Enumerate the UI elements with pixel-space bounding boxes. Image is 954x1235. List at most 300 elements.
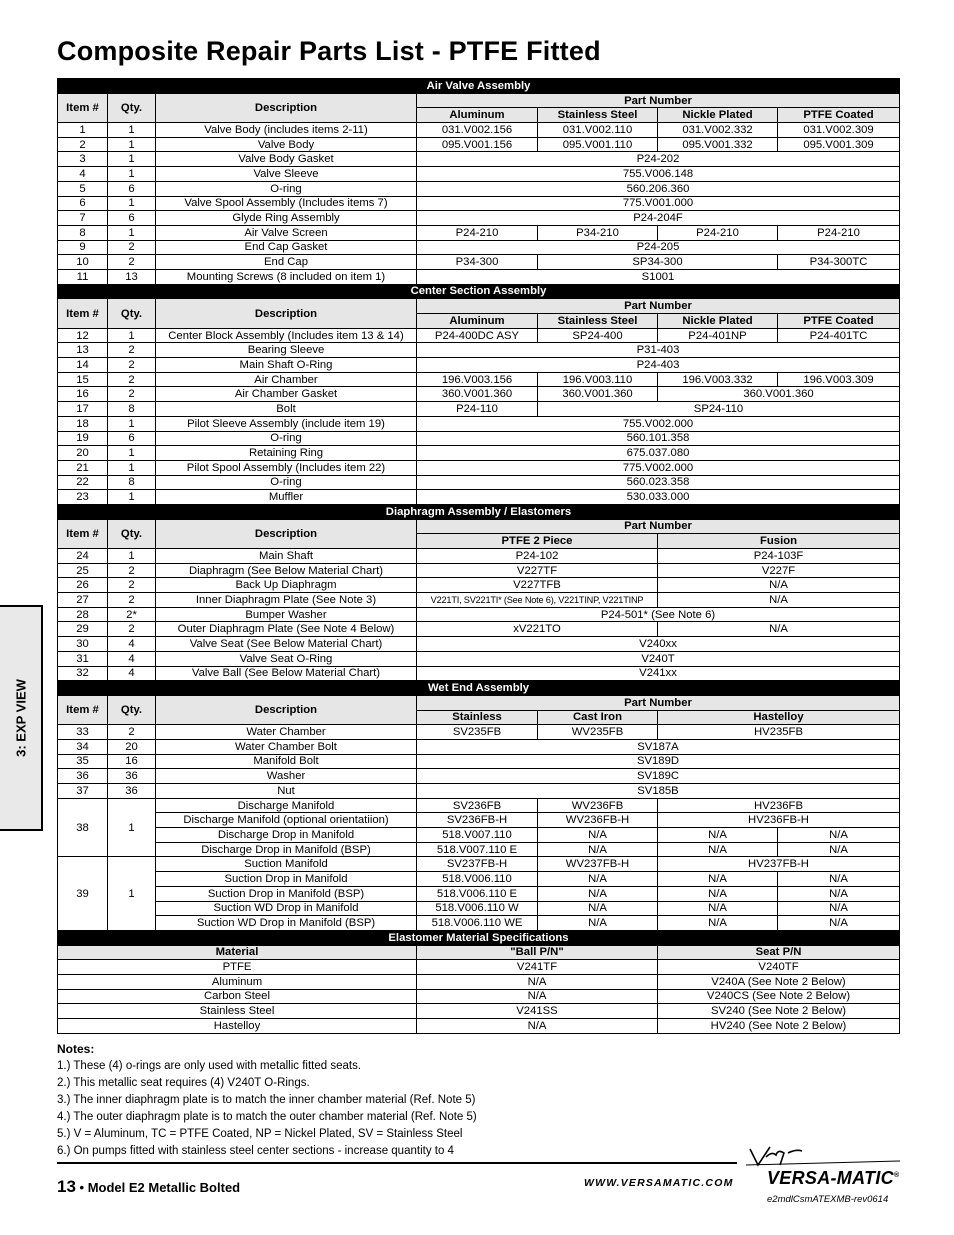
part-number: HV236FB-H	[658, 813, 900, 828]
material: PTFE	[58, 960, 417, 975]
header-fusion: Fusion	[658, 534, 900, 549]
material: Stainless Steel	[58, 1004, 417, 1019]
description: Valve Body	[156, 137, 417, 152]
part-number: P31-403	[417, 343, 900, 358]
table-row	[58, 255, 900, 270]
part-number: SV185B	[417, 784, 900, 799]
seat-part-number: V240CS (See Note 2 Below)	[658, 989, 900, 1004]
table-row	[58, 813, 900, 828]
header-ball: "Ball P/N"	[417, 945, 658, 960]
part-number: V227F	[658, 563, 900, 578]
quantity: 1	[108, 490, 156, 505]
part-number: HV237FB-H	[658, 857, 900, 872]
part-number: 518.V006.110 W	[417, 901, 538, 916]
note-item: 4.) The outer diaphragm plate is to match the outer chamber material (Ref. Note 5)	[57, 1111, 477, 1123]
part-number: 755.V006.148	[417, 167, 900, 182]
description: O-ring	[156, 475, 417, 490]
part-number: V241xx	[417, 666, 900, 681]
notes	[57, 1041, 477, 1160]
note-item: 6.) On pumps fitted with stainless steel center sections - increase quantity to 4	[57, 1145, 454, 1157]
part-number: N/A	[538, 901, 658, 916]
table-row	[58, 196, 900, 211]
header-material: Material	[58, 945, 417, 960]
table-row	[58, 916, 900, 931]
quantity: 2	[108, 563, 156, 578]
header-qty: Qty.	[108, 93, 156, 122]
header-row	[58, 945, 900, 960]
part-number: 560.023.358	[417, 475, 900, 490]
header-description: Description	[156, 519, 417, 548]
item-number: 39	[58, 857, 108, 930]
part-number: SV236FB-H	[417, 813, 538, 828]
note-item: 3.) The inner diaphragm plate is to match the inner chamber material (Ref. Note 5)	[57, 1094, 476, 1106]
description: Valve Spool Assembly (Includes items 7)	[156, 196, 417, 211]
description: Back Up Diaphragm	[156, 578, 417, 593]
part-number: 031.V002.332	[658, 123, 778, 138]
header-item: Item #	[58, 519, 108, 548]
description: Main Shaft	[156, 549, 417, 564]
header-row	[58, 93, 900, 108]
item-number: 5	[58, 181, 108, 196]
item-number: 21	[58, 460, 108, 475]
description: Discharge Manifold	[156, 798, 417, 813]
model-name: • Model E2 Metallic Bolted	[75, 1180, 241, 1195]
ball-part-number: V241SS	[417, 1004, 658, 1019]
part-number: N/A	[538, 886, 658, 901]
table-row	[58, 387, 900, 402]
brand-logo	[767, 1168, 899, 1189]
header-part-number: Part Number	[417, 695, 900, 710]
item-number: 19	[58, 431, 108, 446]
table-row	[58, 666, 900, 681]
section-title: Air Valve Assembly	[58, 79, 900, 94]
part-number: P24-403	[417, 358, 900, 373]
page-number: 13	[57, 1177, 76, 1196]
part-number: N/A	[538, 842, 658, 857]
description: Air Chamber Gasket	[156, 387, 417, 402]
section-header-row	[58, 504, 900, 519]
description: Valve Sleeve	[156, 167, 417, 182]
item-number: 30	[58, 637, 108, 652]
quantity: 13	[108, 269, 156, 284]
table-row	[58, 167, 900, 182]
quantity: 2	[108, 578, 156, 593]
item-number: 27	[58, 593, 108, 608]
header-item: Item #	[58, 695, 108, 724]
part-number: 031.V002.309	[778, 123, 900, 138]
description: Suction WD Drop in Manifold	[156, 901, 417, 916]
page-footer	[57, 1177, 240, 1197]
part-number: S1001	[417, 269, 900, 284]
part-number: xV221TO	[417, 622, 658, 637]
part-number: N/A	[778, 828, 900, 843]
header-description: Description	[156, 695, 417, 724]
quantity: 6	[108, 211, 156, 226]
table-row	[58, 828, 900, 843]
quantity: 1	[108, 798, 156, 857]
table-row	[58, 225, 900, 240]
description: End Cap Gasket	[156, 240, 417, 255]
table-row	[58, 739, 900, 754]
table-row	[58, 607, 900, 622]
header-aluminum: Aluminum	[417, 108, 538, 123]
part-number: N/A	[778, 842, 900, 857]
description: Suction Manifold	[156, 857, 417, 872]
registered-mark: ®	[893, 1172, 900, 1179]
item-number: 33	[58, 725, 108, 740]
table-row	[58, 798, 900, 813]
description: Suction Drop in Manifold	[156, 872, 417, 887]
description: Center Block Assembly (Includes item 13 & 14)	[156, 328, 417, 343]
table-row	[58, 974, 900, 989]
part-number: 775.V001.000	[417, 196, 900, 211]
part-number: 560.101.358	[417, 431, 900, 446]
material: Carbon Steel	[58, 989, 417, 1004]
table-row	[58, 725, 900, 740]
table-row	[58, 181, 900, 196]
part-number: N/A	[778, 872, 900, 887]
item-number: 8	[58, 225, 108, 240]
item-number: 34	[58, 739, 108, 754]
table-row	[58, 549, 900, 564]
description: O-ring	[156, 431, 417, 446]
item-number: 22	[58, 475, 108, 490]
material: Aluminum	[58, 974, 417, 989]
description: Discharge Manifold (optional orientatiion)	[156, 813, 417, 828]
description: Valve Ball (See Below Material Chart)	[156, 666, 417, 681]
item-number: 29	[58, 622, 108, 637]
description: Water Chamber	[156, 725, 417, 740]
quantity: 36	[108, 784, 156, 799]
description: Valve Body Gasket	[156, 152, 417, 167]
description: Valve Seat O-Ring	[156, 651, 417, 666]
part-number: P34-210	[538, 225, 658, 240]
part-number: P24-501* (See Note 6)	[417, 607, 900, 622]
header-seat: Seat P/N	[658, 945, 900, 960]
part-number: HV236FB	[658, 798, 900, 813]
part-number: P24-102	[417, 549, 658, 564]
header-item: Item #	[58, 93, 108, 122]
part-number: WV235FB	[538, 725, 658, 740]
part-number: 518.V006.110 E	[417, 886, 538, 901]
part-number: 675.037.080	[417, 446, 900, 461]
quantity: 2	[108, 622, 156, 637]
item-number: 36	[58, 769, 108, 784]
header-nickle-plated: Nickle Plated	[658, 108, 778, 123]
description: Suction WD Drop in Manifold (BSP)	[156, 916, 417, 931]
note-item: 2.) This metallic seat requires (4) V240T O-Rings.	[57, 1077, 310, 1089]
part-number: SV235FB	[417, 725, 538, 740]
brand-name: VERSA-MATIC	[767, 1168, 894, 1188]
description: Valve Seat (See Below Material Chart)	[156, 637, 417, 652]
table-row	[58, 137, 900, 152]
part-number: N/A	[658, 828, 778, 843]
header-part-number: Part Number	[417, 299, 900, 314]
header-ptfe-2-piece: PTFE 2 Piece	[417, 534, 658, 549]
quantity: 1	[108, 549, 156, 564]
description: Inner Diaphragm Plate (See Note 3)	[156, 593, 417, 608]
description: Bumper Washer	[156, 607, 417, 622]
table-row	[58, 857, 900, 872]
header-nickle-plated: Nickle Plated	[658, 314, 778, 329]
quantity: 2	[108, 240, 156, 255]
quantity: 1	[108, 328, 156, 343]
website-link[interactable]: WWW.VERSAMATIC.COM	[584, 1177, 734, 1189]
part-number: 518.V007.110 E	[417, 842, 538, 857]
table-row	[58, 123, 900, 138]
quantity: 1	[108, 167, 156, 182]
section-title: Center Section Assembly	[58, 284, 900, 299]
table-row	[58, 769, 900, 784]
part-number: N/A	[658, 842, 778, 857]
part-number: SV187A	[417, 739, 900, 754]
description: Retaining Ring	[156, 446, 417, 461]
table-row	[58, 402, 900, 417]
part-number: 031.V002.156	[417, 123, 538, 138]
header-hastelloy: Hastelloy	[658, 710, 900, 725]
table-row	[58, 622, 900, 637]
part-number: 775.V002.000	[417, 460, 900, 475]
description: Outer Diaphragm Plate (See Note 4 Below)	[156, 622, 417, 637]
part-number: 095.V001.110	[538, 137, 658, 152]
table-row	[58, 578, 900, 593]
table-row	[58, 211, 900, 226]
table-row	[58, 358, 900, 373]
part-number: N/A	[658, 886, 778, 901]
description: Suction Drop in Manifold (BSP)	[156, 886, 417, 901]
part-number: N/A	[538, 916, 658, 931]
quantity: 6	[108, 431, 156, 446]
document-code: e2mdlCsmATEXMB-rev0614	[767, 1194, 889, 1205]
quantity: 1	[108, 123, 156, 138]
item-number: 6	[58, 196, 108, 211]
item-number: 12	[58, 328, 108, 343]
part-number: P24-401TC	[778, 328, 900, 343]
table-row	[58, 460, 900, 475]
item-number: 11	[58, 269, 108, 284]
part-number: 196.V003.332	[658, 372, 778, 387]
item-number: 24	[58, 549, 108, 564]
table-row	[58, 989, 900, 1004]
description: Valve Body (includes items 2-11)	[156, 123, 417, 138]
part-number: 360.V001.360	[658, 387, 900, 402]
description: Mounting Screws (8 included on item 1)	[156, 269, 417, 284]
part-number: 095.V001.309	[778, 137, 900, 152]
part-number: P24-400DC ASY	[417, 328, 538, 343]
ball-part-number: N/A	[417, 974, 658, 989]
item-number: 17	[58, 402, 108, 417]
quantity: 1	[108, 196, 156, 211]
part-number: WV236FB	[538, 798, 658, 813]
part-number: P24-210	[417, 225, 538, 240]
header-qty: Qty.	[108, 695, 156, 724]
part-number: P24-210	[658, 225, 778, 240]
header-ptfe-coated: PTFE Coated	[778, 108, 900, 123]
item-number: 26	[58, 578, 108, 593]
item-number: 25	[58, 563, 108, 578]
description: Air Valve Screen	[156, 225, 417, 240]
table-row	[58, 372, 900, 387]
part-number: SV237FB-H	[417, 857, 538, 872]
table-row	[58, 563, 900, 578]
part-number: N/A	[658, 622, 900, 637]
section-header-row	[58, 930, 900, 945]
quantity: 20	[108, 739, 156, 754]
quantity: 1	[108, 152, 156, 167]
part-number: 518.V006.110	[417, 872, 538, 887]
table-row	[58, 651, 900, 666]
table-row	[58, 475, 900, 490]
part-number: V240xx	[417, 637, 900, 652]
part-number: P34-300	[417, 255, 538, 270]
item-number: 4	[58, 167, 108, 182]
quantity: 8	[108, 475, 156, 490]
part-number: 560.206.360	[417, 181, 900, 196]
item-number: 32	[58, 666, 108, 681]
part-number: N/A	[658, 578, 900, 593]
section-header-row	[58, 284, 900, 299]
quantity: 6	[108, 181, 156, 196]
table-row	[58, 328, 900, 343]
item-number: 1	[58, 123, 108, 138]
item-number: 13	[58, 343, 108, 358]
part-number: WV237FB-H	[538, 857, 658, 872]
part-number: 031.V002.110	[538, 123, 658, 138]
note-item: 5.) V = Aluminum, TC = PTFE Coated, NP = Nickel Plated, SV = Stainless Steel	[57, 1128, 463, 1140]
header-aluminum: Aluminum	[417, 314, 538, 329]
item-number: 3	[58, 152, 108, 167]
part-number: V240T	[417, 651, 900, 666]
item-number: 35	[58, 754, 108, 769]
description: Main Shaft O-Ring	[156, 358, 417, 373]
notes-heading: Notes:	[57, 1042, 95, 1056]
part-number: N/A	[658, 593, 900, 608]
part-number: V227TFB	[417, 578, 658, 593]
table-row	[58, 431, 900, 446]
part-number: P24-110	[417, 402, 538, 417]
header-stainless-steel: Stainless Steel	[538, 108, 658, 123]
part-number: SV236FB	[417, 798, 538, 813]
seat-part-number: HV240 (See Note 2 Below)	[658, 1019, 900, 1034]
item-number: 31	[58, 651, 108, 666]
section-title: Wet End Assembly	[58, 681, 900, 696]
part-number: 518.V007.110	[417, 828, 538, 843]
item-number: 20	[58, 446, 108, 461]
part-number: 196.V003.309	[778, 372, 900, 387]
description: Glyde Ring Assembly	[156, 211, 417, 226]
item-number: 38	[58, 798, 108, 857]
part-number: 360.V001.360	[417, 387, 538, 402]
part-number: P24-205	[417, 240, 900, 255]
section-header-row	[58, 79, 900, 94]
table-row	[58, 901, 900, 916]
part-number: SP24-110	[538, 402, 900, 417]
description: Washer	[156, 769, 417, 784]
part-number: 360.V001.360	[538, 387, 658, 402]
part-number: P24-202	[417, 152, 900, 167]
description: Manifold Bolt	[156, 754, 417, 769]
part-number: WV236FB-H	[538, 813, 658, 828]
part-number: P24-210	[778, 225, 900, 240]
quantity: 1	[108, 225, 156, 240]
item-number: 16	[58, 387, 108, 402]
quantity: 2	[108, 358, 156, 373]
part-number: N/A	[538, 872, 658, 887]
item-number: 9	[58, 240, 108, 255]
section-title: Elastomer Material Specifications	[58, 930, 900, 945]
quantity: 2	[108, 725, 156, 740]
section-tab	[0, 605, 43, 831]
ball-part-number: N/A	[417, 1019, 658, 1034]
quantity: 1	[108, 416, 156, 431]
seat-part-number: V240A (See Note 2 Below)	[658, 974, 900, 989]
table-row	[58, 490, 900, 505]
description: Pilot Sleeve Assembly (include item 19)	[156, 416, 417, 431]
table-row	[58, 886, 900, 901]
header-stainless-steel: Stainless Steel	[538, 314, 658, 329]
ball-part-number: V241TF	[417, 960, 658, 975]
part-number: 755.V002.000	[417, 416, 900, 431]
quantity: 1	[108, 137, 156, 152]
part-number: P24-103F	[658, 549, 900, 564]
part-number: 196.V003.156	[417, 372, 538, 387]
description: Pilot Spool Assembly (Includes item 22)	[156, 460, 417, 475]
item-number: 15	[58, 372, 108, 387]
part-number: V221TI, SV221TI* (See Note 6), V221TINP, V221TINP	[417, 593, 658, 608]
description: End Cap	[156, 255, 417, 270]
item-number: 10	[58, 255, 108, 270]
header-row	[58, 695, 900, 710]
part-number: HV235FB	[658, 725, 900, 740]
quantity: 2	[108, 593, 156, 608]
quantity: 2	[108, 343, 156, 358]
footer-divider	[57, 1162, 737, 1164]
part-number: N/A	[778, 886, 900, 901]
quantity: 36	[108, 769, 156, 784]
part-number: 095.V001.332	[658, 137, 778, 152]
table-row	[58, 446, 900, 461]
material: Hastelloy	[58, 1019, 417, 1034]
quantity: 8	[108, 402, 156, 417]
item-number: 14	[58, 358, 108, 373]
item-number: 28	[58, 607, 108, 622]
description: Discharge Drop in Manifold (BSP)	[156, 842, 417, 857]
quantity: 4	[108, 651, 156, 666]
table-row	[58, 784, 900, 799]
quantity: 16	[108, 754, 156, 769]
quantity: 1	[108, 460, 156, 475]
part-number: N/A	[778, 916, 900, 931]
item-number: 7	[58, 211, 108, 226]
page-title: Composite Repair Parts List - PTFE Fitted	[57, 36, 601, 66]
part-number: N/A	[778, 901, 900, 916]
header-description: Description	[156, 93, 417, 122]
header-qty: Qty.	[108, 519, 156, 548]
seat-part-number: SV240 (See Note 2 Below)	[658, 1004, 900, 1019]
table-row	[58, 240, 900, 255]
part-number: 095.V001.156	[417, 137, 538, 152]
part-number: N/A	[658, 901, 778, 916]
quantity: 4	[108, 666, 156, 681]
description: Diaphragm (See Below Material Chart)	[156, 563, 417, 578]
description: O-ring	[156, 181, 417, 196]
quantity: 1	[108, 857, 156, 930]
part-number: SP34-300	[538, 255, 778, 270]
table-row	[58, 343, 900, 358]
header-row	[58, 519, 900, 534]
part-number: P34-300TC	[778, 255, 900, 270]
header-stainless: Stainless	[417, 710, 538, 725]
